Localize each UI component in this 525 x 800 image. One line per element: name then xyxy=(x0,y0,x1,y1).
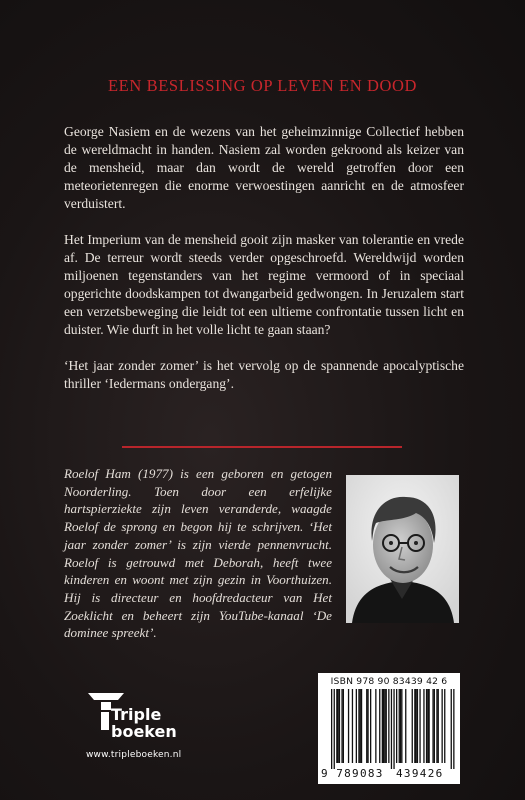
barcode-bar xyxy=(405,689,406,763)
barcode-bar xyxy=(375,689,376,763)
portrait-illustration xyxy=(346,475,459,623)
barcode-bar xyxy=(426,689,427,763)
barcode-bar xyxy=(412,689,413,763)
barcode-bar xyxy=(386,689,387,763)
barcode-bar xyxy=(361,689,362,763)
barcode-bar xyxy=(419,689,420,763)
barcode-bar xyxy=(391,689,392,769)
barcode-bar xyxy=(338,689,339,763)
barcode-bar xyxy=(343,689,344,763)
barcode-bar xyxy=(334,689,335,769)
ean-left-digits: 789083 xyxy=(336,767,384,780)
barcode-bar xyxy=(399,689,400,763)
ean-first-digit: 9 xyxy=(321,767,329,780)
publisher-logo-text xyxy=(111,706,177,740)
barcode-bar xyxy=(367,689,368,763)
publisher-website: www.tripleboeken.nl xyxy=(86,750,182,760)
headline: EEN BESLISSING OP LEVEN EN DOOD xyxy=(107,76,418,95)
barcode-bar xyxy=(352,689,353,763)
barcode-bar xyxy=(423,689,424,763)
barcode-bar xyxy=(427,689,428,763)
barcode-bar xyxy=(370,689,371,763)
barcode-bar xyxy=(356,689,357,763)
publisher-name-line1: Triple xyxy=(111,705,162,724)
divider-rule xyxy=(122,446,402,448)
barcode-bar xyxy=(366,689,367,763)
barcode-bar xyxy=(436,689,437,763)
barcode-bar xyxy=(401,689,402,763)
ean-digits xyxy=(318,767,460,781)
barcode-bar xyxy=(453,689,454,769)
barcode-bar xyxy=(438,689,439,763)
barcode-bar xyxy=(414,689,415,763)
barcode-bar xyxy=(379,689,380,763)
barcode-bar xyxy=(360,689,361,763)
barcode-bar xyxy=(336,689,337,763)
author-bio: Roelof Ham (1977) is een geboren en getogen Noorderling. Toen door een erfelijke hartspierziekte zijn leven veranderde, waagde Roelof de sprong en begon hij te schrijven. ‘Het jaar zonder zomer’ is zijn vierde pennenvrucht. Roelof is getrouwd met Deborah, heeft twee kinderen en woont met zijn gezin in Voorthuizen. Hij is directeur en hoofdredacteur van Het Zoeklicht en beheert zijn YouTube-kanaal ‘De dominee spreekt’. xyxy=(64,466,332,641)
ean-right-digits: 439426 xyxy=(396,767,444,780)
barcode-bar xyxy=(451,689,452,769)
blurb-paragraph: ‘Het jaar zonder zomer’ is het vervolg op de spannende apocalyptische thriller ‘Iedermans ondergang’. xyxy=(64,358,464,391)
barcode-bar xyxy=(417,689,418,763)
barcode-bar xyxy=(384,689,385,763)
barcode-bar xyxy=(396,689,397,763)
barcode-bar xyxy=(331,689,332,769)
barcode-bar xyxy=(388,689,389,763)
barcode-bar xyxy=(400,689,401,763)
barcode-bar xyxy=(432,689,433,763)
barcode-label xyxy=(318,673,460,784)
barcode-bar xyxy=(434,689,435,763)
barcode-bar xyxy=(444,689,445,763)
barcode-bar xyxy=(358,689,359,763)
publisher-name-line2: boeken xyxy=(111,722,177,741)
author-portrait-photo xyxy=(346,475,459,623)
barcode-icon xyxy=(318,689,460,769)
barcode-bar xyxy=(442,689,443,763)
barcode-bar xyxy=(429,689,430,763)
barcode-bar xyxy=(348,689,349,763)
isbn-number: ISBN 978 90 83439 42 6 xyxy=(330,676,448,687)
barcode-bar xyxy=(416,689,417,763)
blurb-paragraph: Het Imperium van de mensheid gooit zijn masker van tolerantie en vrede af. De terreur wordt steeds verder opgeschroefd. Wereldwijd worden miljoenen tegenstanders van het regime vermoord of in speciaal opgerichte doodskampen tot dwangarbeid gedwongen. In Jeruzalem start een verzetsbeweging die leidt tot een ultieme confrontatie tussen licht en duister. Wie durft in het volle licht te gaan staan? xyxy=(64,232,464,337)
barcode-bar xyxy=(383,689,384,763)
blurb xyxy=(64,123,464,393)
barcode-bar xyxy=(339,689,340,763)
barcode-bar xyxy=(393,689,394,769)
barcode-bar xyxy=(382,689,383,763)
barcode-bar xyxy=(341,689,342,763)
blurb-paragraph: George Nasiem en de wezens van het geheimzinnige Collectief hebben de wereldmacht in handen. Nasiem zal worden gekroond als keizer van de mensheid, maar dan wordt de wereld getroffen door een meteorietenregen die enorme verwoestingen aanricht en de atmosfeer verduistert. xyxy=(64,124,464,211)
